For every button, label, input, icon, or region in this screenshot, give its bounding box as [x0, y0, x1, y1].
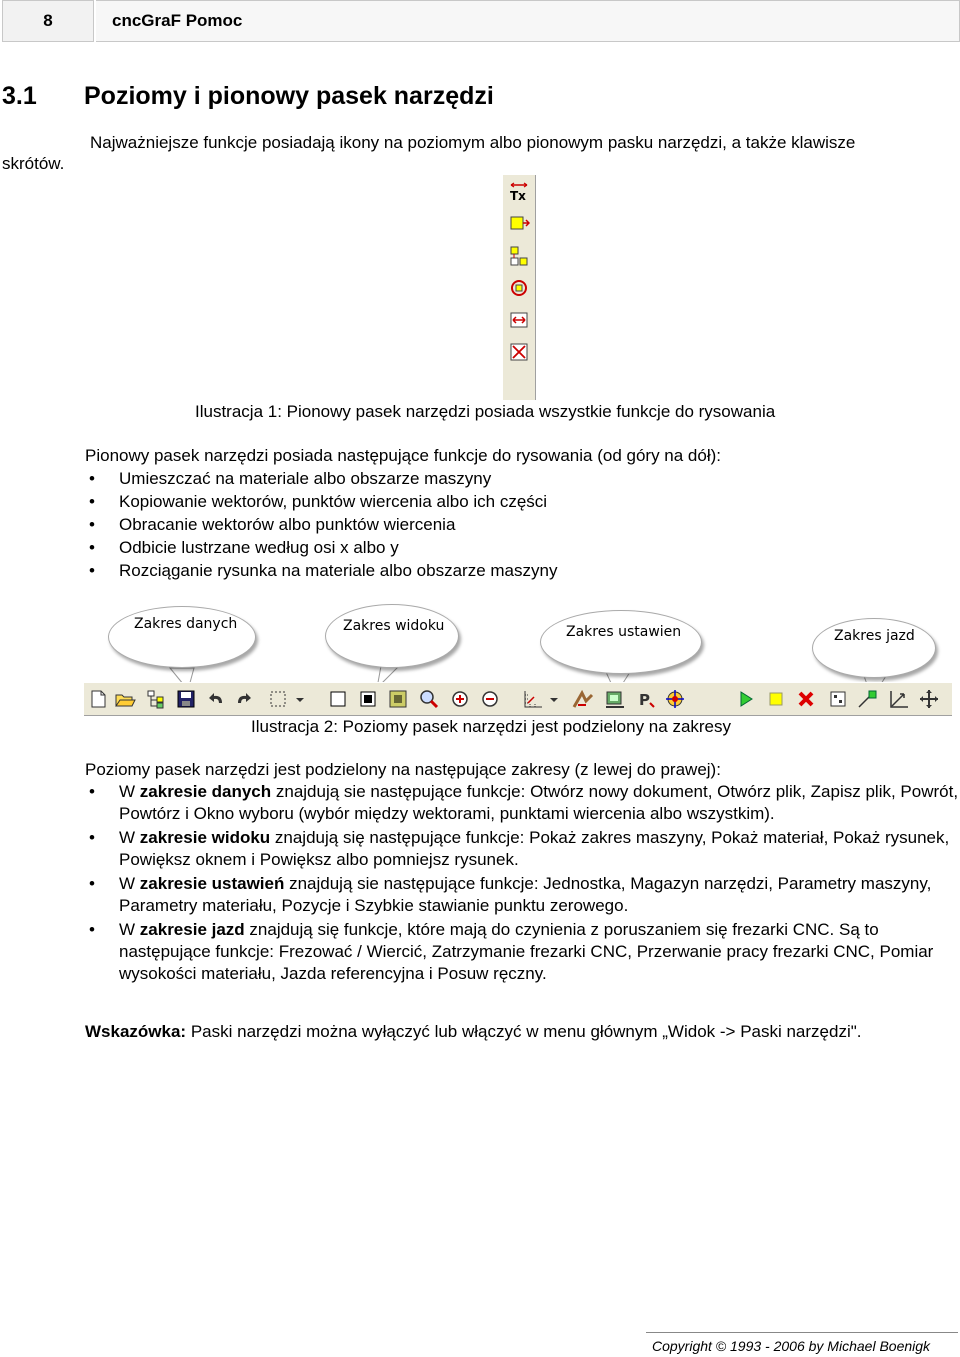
open-file-icon[interactable]	[114, 689, 136, 709]
page-number: 8	[2, 0, 94, 42]
manual-feed-icon[interactable]	[918, 689, 940, 709]
zoom-out-icon[interactable]	[480, 689, 500, 709]
list-item: • Umieszczać na materiale albo obszarze maszyny	[85, 468, 945, 490]
jog-axis-icon[interactable]	[888, 689, 910, 709]
place-on-material-icon[interactable]	[508, 213, 530, 235]
chevron-down-icon[interactable]	[548, 689, 560, 709]
selection-window-icon[interactable]	[268, 689, 288, 709]
mirror-icon[interactable]	[508, 309, 530, 331]
measure-height-icon[interactable]	[828, 689, 848, 709]
tree-icon[interactable]	[146, 689, 166, 709]
bubble-label: Zakres ustawien	[566, 624, 682, 640]
machine-parameters-icon[interactable]	[604, 689, 626, 709]
bubble-label: Zakres jazd	[834, 628, 915, 644]
stretch-icon[interactable]	[508, 341, 530, 363]
range-name: zakresie jazd	[139, 920, 245, 939]
list-item: • Kopiowanie wektorów, punktów wiercenia albo ich części	[85, 491, 945, 513]
section-number: 3.1	[2, 82, 37, 110]
bubble-label: Zakres widoku	[343, 618, 445, 634]
rotate-icon[interactable]	[508, 277, 530, 299]
horizontal-toolbar	[84, 682, 952, 716]
show-machine-area-icon[interactable]	[328, 689, 348, 709]
figure-1-caption: Ilustracja 1: Pionowy pasek narzędzi posiada wszystkie funkcje do rysowania	[195, 402, 776, 421]
range-name: zakresie widoku	[139, 828, 271, 847]
zoom-in-icon[interactable]	[450, 689, 470, 709]
tip-label: Wskazówka:	[85, 1022, 187, 1041]
ranges-list	[85, 781, 959, 985]
chevron-down-icon[interactable]	[294, 689, 306, 709]
document-title: cncGraF Pomoc	[96, 0, 960, 42]
undo-icon[interactable]	[206, 689, 226, 709]
list-item: • W zakresie danych znajdują sie następujące funkcje: Otwórz nowy dokument, Otwórz plik, Zapisz plik, Powrót, Powtórz i Okno wyboru (wybór między wektorami, punktami wiercenia albo wszystkim).	[85, 781, 959, 825]
svg-text:Tx: Tx	[510, 189, 526, 203]
show-drawing-icon[interactable]	[388, 689, 408, 709]
ranges-intro: Poziomy pasek narzędzi jest podzielony na następujące zakresy (z lewej do prawej):	[85, 760, 721, 779]
show-material-icon[interactable]	[358, 689, 378, 709]
list-item: • W zakresie widoku znajdują się następujące funkcje: Pokaż zakres maszyny, Pokaż materiał, Pokaż rysunek, Powiększ oknem i Powiększ albo pomniejsz rysunek.	[85, 827, 959, 871]
save-icon[interactable]	[176, 689, 196, 709]
mill-drill-icon[interactable]	[736, 689, 756, 709]
positions-icon[interactable]	[664, 689, 686, 709]
zoom-window-icon[interactable]	[418, 689, 440, 709]
list-item: • Obracanie wektorów albo punktów wiercenia	[85, 514, 945, 536]
redo-icon[interactable]	[234, 689, 254, 709]
units-icon[interactable]	[522, 689, 544, 709]
copy-vectors-icon[interactable]	[508, 245, 530, 267]
intro-line-2: skrótów.	[2, 154, 65, 173]
range-name: zakresie ustawień	[139, 874, 285, 893]
new-document-icon[interactable]	[88, 689, 108, 709]
section-title: Poziomy i pionowy pasek narzędzi	[84, 82, 494, 110]
abort-icon[interactable]	[796, 689, 816, 709]
list-item: • W zakresie jazd znajdują się funkcje, które mają do czynienia z poruszaniem się frezarki CNC. Są to następujące funkcje: Frezować / Wiercić, Zatrzymanie frezarki CNC, Przerwanie pracy frezarki CNC, Pomiar wysokości materiału, Jazda referencyjna i Posuw ręczny.	[85, 919, 959, 985]
section-heading	[2, 82, 494, 111]
drawing-functions-intro: Pionowy pasek narzędzi posiada następujące funkcje do rysowania (od góry na dół):	[85, 446, 721, 465]
tip-paragraph	[85, 1021, 945, 1043]
vertical-toolbar	[502, 175, 536, 400]
drawing-functions-list	[85, 468, 945, 582]
reference-run-icon[interactable]	[856, 689, 878, 709]
tool-magazine-icon[interactable]	[572, 689, 594, 709]
range-name: zakresie danych	[139, 782, 272, 801]
text-tool-icon[interactable]	[508, 181, 530, 203]
svg-text:P: P	[639, 691, 650, 709]
footer-divider	[646, 1332, 958, 1333]
tip-text: Paski narzędzi można wyłączyć lub włączyć w menu głównym „Widok -> Paski narzędzi".	[186, 1022, 862, 1041]
list-item: • Rozciąganie rysunka na materiale albo obszarze maszyny	[85, 560, 945, 582]
list-item: • Odbicie lustrzane według osi x albo y	[85, 537, 945, 559]
copyright: Copyright © 1993 - 2006 by Michael Boenigk	[652, 1338, 931, 1354]
list-item: • W zakresie ustawień znajdują sie następujące funkcje: Jednostka, Magazyn narzędzi, Parametry maszyny, Parametry materiału, Pozycje i Szybkie stawianie punktu zerowego.	[85, 873, 959, 917]
stop-icon[interactable]	[766, 689, 786, 709]
material-parameters-icon[interactable]	[636, 689, 656, 709]
figure-2-caption: Ilustracja 2: Poziomy pasek narzędzi jest podzielony na zakresy	[251, 717, 732, 736]
bubble-label: Zakres danych	[134, 616, 238, 632]
intro-line-1: Najważniejsze funkcje posiadają ikony na poziomym albo pionowym pasku narzędzi, a także klawisze	[90, 133, 856, 152]
